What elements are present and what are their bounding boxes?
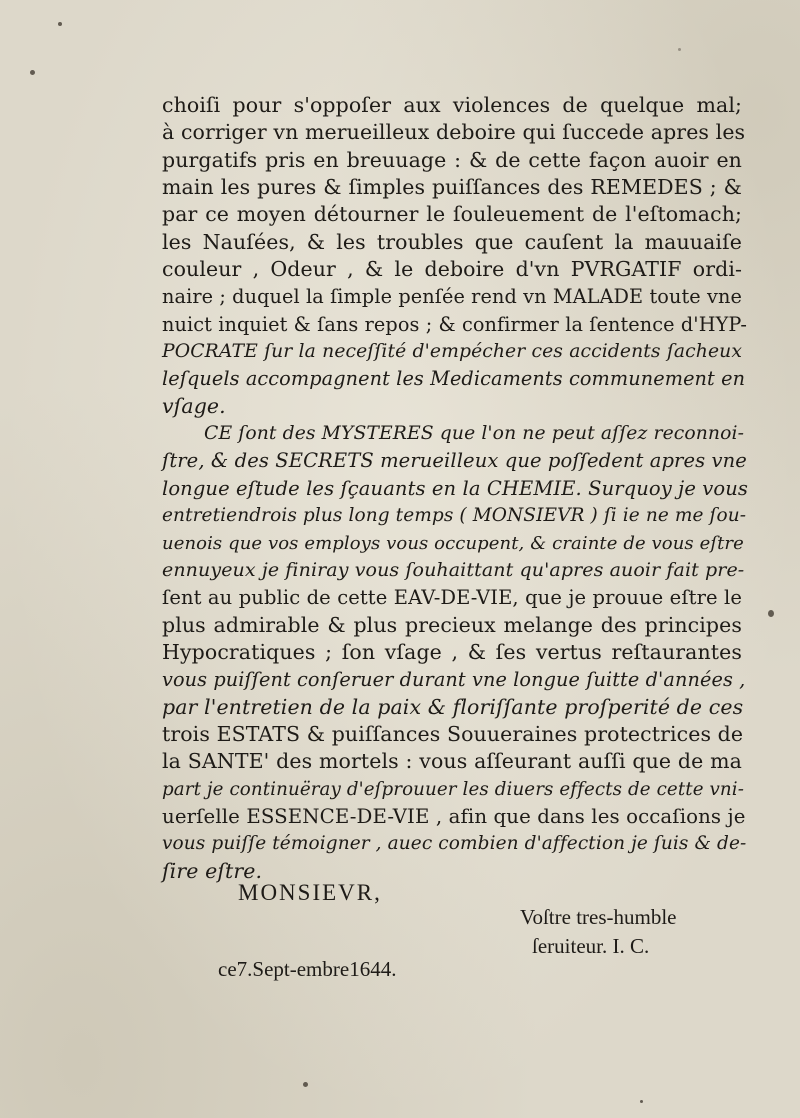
ink-speck — [30, 70, 35, 75]
text-line: par ce moyen détourner le ſouleuement de l'eſtomach; — [162, 202, 742, 227]
text-line: par l'entretien de la paix & floriſſante proſperité de ces — [162, 694, 744, 719]
text-line: uerſelle ESSENCE-DE-VIE , afin que dans les occaſions je — [162, 804, 746, 828]
text-line: choiſi pour s'oppoſer aux violences de quelque mal; — [162, 93, 742, 117]
text-line: entretiendrois plus long temps ( MONSIEVR ) ſi ie ne me ſou- — [162, 505, 747, 527]
ink-speck — [640, 1100, 643, 1103]
text-line: main les pures & ſimples puiſſances des REMEDES ; & — [162, 175, 742, 200]
text-line: POCRATE ſur la neceſſité d'empécher ces accidents ſacheux — [162, 341, 742, 363]
text-line: part je continuëray d'eſprouuer les diuers effects de cette vni- — [162, 778, 744, 800]
ink-speck — [58, 22, 62, 26]
body-text — [162, 92, 748, 885]
text-line: vous puiſſe témoigner , auec combien d'affection je ſuis & de- — [162, 833, 747, 855]
text-line: la SANTE' des mortels : vous aſſeurant auſſi que de ma — [162, 749, 742, 774]
text-line: Hypocratiques ; ſon vſage , & ſes vertus reſtaurantes — [162, 639, 742, 664]
closing-line: Voſtre tres-humble — [520, 905, 677, 929]
date-line: ce7.Sept-embre1644. — [218, 957, 397, 981]
ink-speck — [768, 610, 774, 617]
closing-signature — [520, 903, 677, 961]
ink-speck — [303, 1082, 308, 1087]
closing-line: ſeruiteur. I. C. — [532, 934, 650, 958]
text-line: ſtre, & des SECRETS merueilleux que poſſedent apres vne — [162, 449, 747, 473]
text-line: leſquels accompagnent les Medicaments communement en — [162, 367, 746, 391]
text-line: couleur , Odeur , & le deboire d'vn PVRGATIF ordi- — [162, 257, 742, 282]
text-line: trois ESTATS & puiſſances Souueraines protectrices de — [162, 721, 744, 746]
text-line: purgatifs pris en breuuage : & de cette façon auoir en — [162, 147, 742, 172]
text-line: naire ; duquel la ſimple penſée rend vn MALADE toute vne — [162, 285, 742, 309]
ink-speck — [678, 48, 681, 51]
text-line: plus admirable & plus precieux melange des principes — [162, 612, 742, 637]
salutation: MONSIEVR, — [238, 880, 382, 905]
text-line: uenois que vos employs vous occupent, & crainte de vous eſtre — [162, 532, 744, 554]
text-line: ſent au public de cette EAV-DE-VIE, que je prouue eſtre le — [162, 586, 742, 610]
text-line: ſire eſtre. — [162, 858, 263, 883]
text-line: les Nauſées, & les troubles que cauſent la mauuaiſe — [162, 229, 742, 254]
text-line: longue eſtude les ſçauants en la CHEMIE. Surquoy je vous — [162, 476, 748, 500]
text-line: nuict inquiet & ſans repos ; & confirmer la ſentence d'HYP- — [162, 312, 747, 336]
text-line: vous puiſſent conſeruer durant vne longue ſuitte d'années , — [162, 668, 746, 692]
text-line: ennuyeux je finiray vous ſouhaittant qu'apres auoir fait pre- — [162, 558, 745, 581]
text-line: vſage. — [162, 393, 226, 418]
text-line: CE ſont des MYSTERES que l'on ne peut aſſez reconnoi- — [204, 423, 745, 445]
text-line: à corriger vn merueilleux deboire qui ſuccede apres les — [162, 120, 746, 145]
